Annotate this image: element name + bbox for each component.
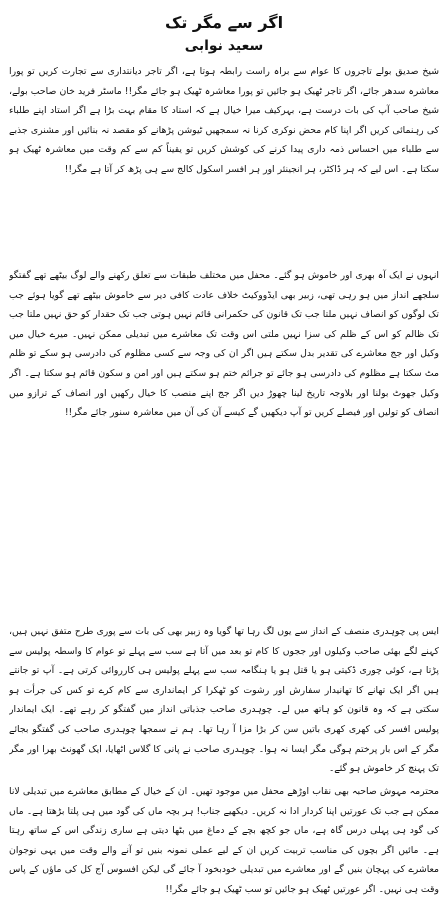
article-paragraph-1: شیخ صدیق بولے تاجروں کا عوام سے براہ راست رابطہ ہوتا ہے، اگر تاجر دیانتداری سے تجارت کریں تو پورا معاشرہ سدھر جائے، اگر تاجر ٹھیک ہو جائیں تو پورا معاشرہ ٹھیک ہو جائے مگر!! ماسٹر فرید خان صاحب بولے، شیخ صاحب آپ کی بات درست ہے، بہرکیف میرا خیال ہے کہ استاد کا مقام بہت بڑا ہے اگر استاد اپنے طلباء کی رہنمائی کریں اگر اپنا کام محض نوکری کرنا نہ سمجھیں ٹیوشن پڑھانے کو مقصد نہ بنائیں اور مشنری جذبے سے طلباء میں احساس ذمہ داری پیدا کرنے کی کوشش کریں تو یقیناً کم سے کم وقت میں معاشرہ ٹھیک ہو سکتا ہے۔ اس لیے کہ ہر ڈاکٹر، ہر انجینئر اور ہر افسر اسکول کالج سے ہی پڑھ کر آتا ہے مگر!!: [9, 66, 439, 175]
article-title: اگر سے مگر تک: [164, 13, 284, 32]
article-paragraph-4: محترمہ مہوش صاحبہ بھی نقاب اوڑھے محفل میں موجود تھیں۔ ان کے خیال کے مطابق معاشرے میں تبدیلی لانا ممکن ہے جب تک عورتیں اپنا کردار ادا نہ کریں۔ دیکھیے جناب! ہر بچہ ماں کی گود میں ہی پلتا بڑھتا ہے۔ ماں کی گود ہی پہلی درس گاہ ہے، ماں جو کچھ بچے کے دماغ میں بٹھا دیتی ہے ساری زندگی اس کے ساتھ رہتا ہے۔ مائیں اگر بچوں کی مناسب تربیت کریں ان کے لیے عملی نمونہ بنیں تو آنے والے وقت میں یہی نوجوان معاشرے کی پہچان بنیں گے اور معاشرے میں تبدیلی خودبخود آ جائے گی لیکن افسوس آج کل کی ماؤں کے پاس وقت ہی نہیں۔ اگر عورتیں ٹھیک ہو جائیں تو سب ٹھیک ہو جائے مگر!!: [9, 786, 439, 895]
article-paragraph-2: انہوں نے ایک آہ بھری اور خاموش ہو گئے۔ محفل میں مختلف طبقات سے تعلق رکھنے والے لوگ بیٹھے تھے گفتگو سلجھے انداز میں ہو رہی تھی، زبیر بھی ایڈووکیٹ خلاف عادت کافی دیر سے خاموش بیٹھے تھے گویا ہوئے جب تک لوگوں کو انصاف نہیں ملتا جب تک قانون کی حکمرانی قائم نہیں ہوتی جب تک حقدار کو حق نہیں ملتا جب تک ظالم کو اس کے ظلم کی سزا نہیں ملتی اس وقت تک معاشرے میں تبدیلی ممکن نہیں۔ میرے خیال میں وکیل اور جج معاشرے کی تقدیر بدل سکتے ہیں اگر ان کی وجہ سے کسی مظلوم کی دادرسی ہو سکے تو ظلم مٹ سکتا ہے مظلوم کی دادرسی ہو جائے تو جرائم ختم ہو سکتے ہیں اور امن و سکون قائم ہو سکتا ہے۔ اگر وکیل جھوٹ بولنا اور بلاوجہ تاریخ لینا چھوڑ دیں اگر جج اپنے منصب کا خیال رکھیں اور انصاف کے ترازو میں انصاف کو تولیں اور فیصلے کریں تو آپ دیکھیں گے کیسے آن کی آن میں معاشرہ سنور جائے مگر!!: [9, 270, 439, 419]
article-author: سعید نوابی: [184, 38, 264, 54]
article-paragraph-3: ایس پی چوہدری منصف کے انداز سے یوں لگ رہا تھا گویا وہ زبیر بھی کی بات سے پوری طرح متفق نہیں ہیں، کہنے لگے بھئی صاحب وکیلوں اور ججوں کا کام تو بعد میں آتا ہے سب سے پہلے تو عوام کا واسطہ پولیس سے پڑتا ہے، کوئی چوری ڈکیتی ہو یا قتل ہو یا ہنگامہ سب سے پہلے پولیس ہی کارروائی کرتی ہے۔ آپ تو جانتے ہیں اگر ایک تھانے کا تھانیدار سفارش اور رشوت کو ٹھکرا کر ایمانداری سے کام کرے تو کس کی جرأت ہو سکتی ہے کہ وہ قانون کو ہاتھ میں لے۔ چوہدری صاحب جذباتی انداز میں گفتگو کر رہے تھے۔ ایک ایماندار پولیس افسر کی کھری کھری باتیں سن کر بڑا مزا آ رہا تھا۔ ہم نے سمجھا چوہدری صاحب کی گفتگو بجائے مگر کے اس بار پرختم ہوگی مگر ایسا نہ ہوا۔ چوہدری صاحب نے پانی کا گلاس اٹھایا، ایک گھونٹ بھرا اور مگر تک پہنچ کر خاموش ہو گئے۔: [9, 626, 439, 775]
